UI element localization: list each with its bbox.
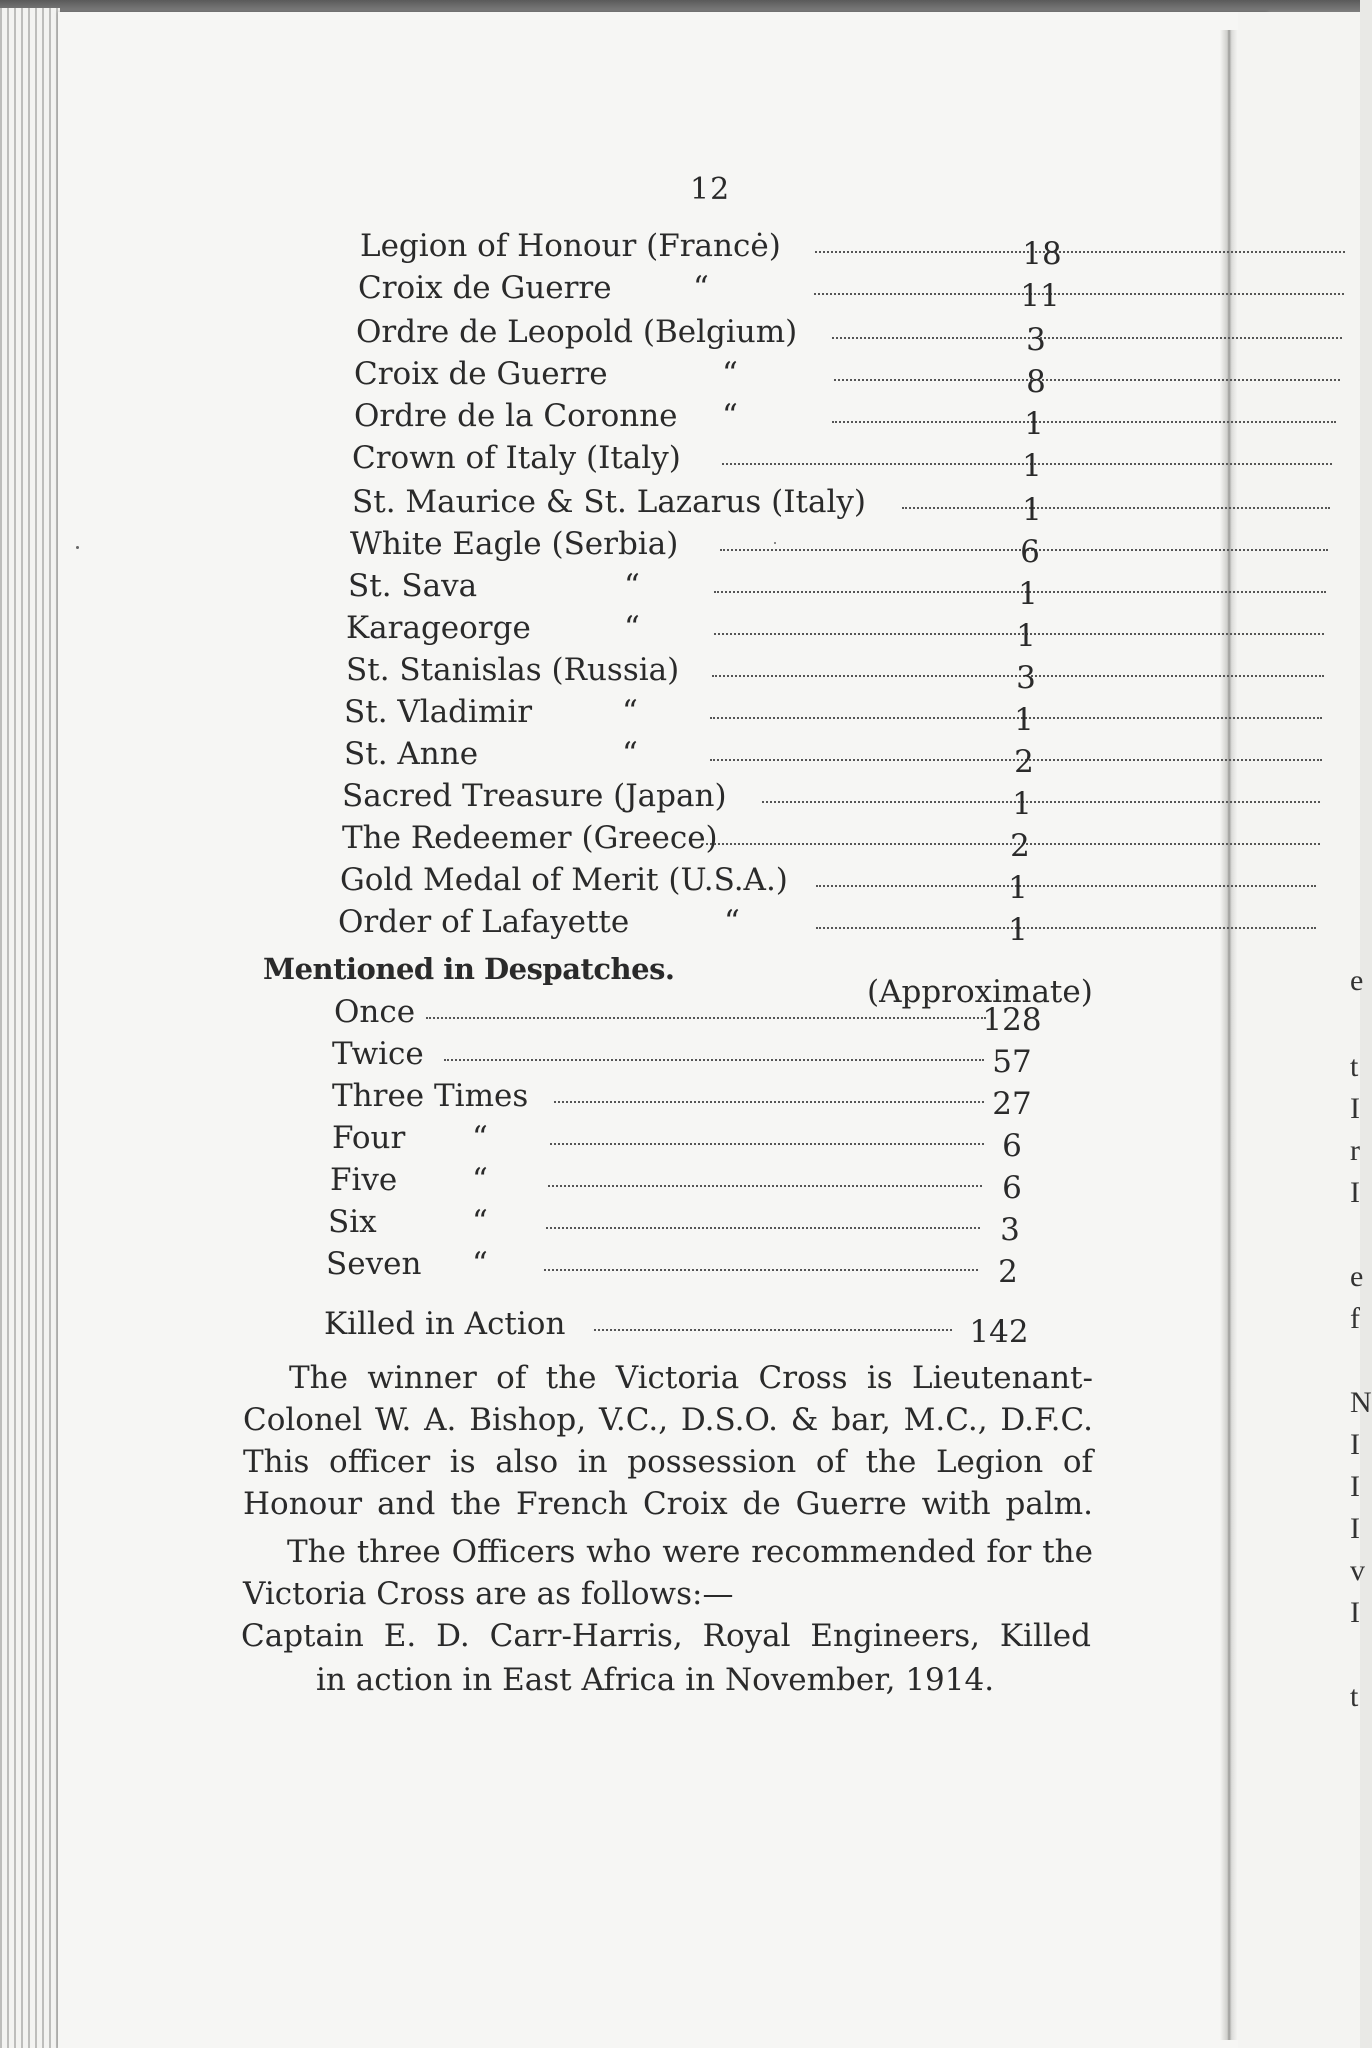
ditto-mark: “ xyxy=(472,1120,488,1156)
facing-page-glyph: t xyxy=(1350,1680,1359,1713)
decoration-label: Karageorge xyxy=(346,610,531,646)
decoration-label: St. Sava xyxy=(348,568,478,604)
section-heading: Mentioned in Despatches. xyxy=(263,952,675,986)
decoration-count: 2 xyxy=(1014,744,1034,780)
paragraph-line: The three Officers who were recommended for the xyxy=(287,1534,1093,1570)
dot-leader xyxy=(546,1227,980,1229)
list-item xyxy=(342,776,1042,822)
decoration-label: Crown of Italy (Italy) xyxy=(352,440,681,476)
decoration-count: 1 xyxy=(1014,702,1034,738)
despatch-count: 3 xyxy=(1000,1212,1020,1248)
despatch-count: 27 xyxy=(992,1086,1032,1122)
dot-leader xyxy=(594,1329,952,1331)
decoration-label: White Eagle (Serbia) xyxy=(350,526,679,562)
dot-leader xyxy=(544,1269,978,1271)
list-item xyxy=(332,1118,1052,1164)
decoration-count: 1 xyxy=(1008,870,1028,906)
list-item xyxy=(360,226,1062,272)
despatch-count: 6 xyxy=(1002,1128,1022,1164)
decoration-count: 8 xyxy=(1026,364,1046,400)
list-item xyxy=(332,1034,1052,1080)
list-item xyxy=(346,608,1046,654)
paragraph-line: in action in East Africa in November, 1914. xyxy=(316,1662,995,1698)
list-item xyxy=(326,1244,1046,1290)
decoration-label: The Redeemer (Greece) xyxy=(342,820,718,856)
despatch-count: 6 xyxy=(1002,1170,1022,1206)
ditto-mark: “ xyxy=(624,610,640,646)
decoration-count: 1 xyxy=(1024,406,1044,442)
decoration-label: St. Stanislas (Russia) xyxy=(346,652,680,688)
list-item xyxy=(348,566,1048,612)
facing-page-glyph: N xyxy=(1350,1386,1372,1419)
killed-label: Killed in Action xyxy=(324,1306,566,1342)
facing-page-glyph: I xyxy=(1350,1092,1360,1125)
list-item xyxy=(346,650,1046,696)
facing-page-glyph: I xyxy=(1350,1176,1360,1209)
decoration-label: St. Maurice & St. Lazarus (Italy) xyxy=(352,484,866,520)
despatch-count: 2 xyxy=(998,1254,1018,1290)
decoration-label: Ordre de la Coronne xyxy=(354,398,678,434)
list-item xyxy=(352,482,1052,528)
ditto-mark: “ xyxy=(693,270,709,306)
list-item xyxy=(352,438,1052,484)
dot-leader xyxy=(832,337,1342,339)
list-item xyxy=(332,1076,1052,1122)
page-stack-edge xyxy=(0,8,60,2048)
dot-leader xyxy=(444,1059,984,1061)
decoration-count: 1 xyxy=(1008,912,1028,948)
despatch-label: Twice xyxy=(332,1036,424,1072)
paragraph-line: Honour and the French Croix de Guerre with palm. xyxy=(243,1486,1093,1522)
list-item xyxy=(358,268,1060,314)
facing-page-edge xyxy=(1238,12,1360,2048)
ditto-mark: “ xyxy=(722,398,738,434)
decoration-label: Gold Medal of Merit (U.S.A.) xyxy=(340,862,788,898)
killed-count: 142 xyxy=(969,1314,1029,1350)
despatch-label: Three Times xyxy=(332,1078,529,1114)
ditto-mark: “ xyxy=(624,568,640,604)
list-item xyxy=(334,992,1054,1038)
list-item xyxy=(354,354,1054,400)
paragraph-line: This officer is also in possession of the Legion of xyxy=(243,1444,1093,1480)
decoration-count: 18 xyxy=(1022,236,1062,272)
page-number: 12 xyxy=(690,172,731,207)
list-item xyxy=(350,524,1050,570)
dot-leader xyxy=(550,1143,984,1145)
decoration-count: 1 xyxy=(1016,618,1036,654)
decoration-count: 1 xyxy=(1022,492,1042,528)
facing-page-glyph: r xyxy=(1350,1134,1360,1167)
decoration-label: Ordre de Leopold (Belgium) xyxy=(356,314,798,350)
list-item xyxy=(328,1202,1048,1248)
ditto-mark: “ xyxy=(472,1246,488,1282)
despatch-label: Seven xyxy=(326,1246,422,1282)
dot-leader xyxy=(548,1185,982,1187)
facing-page-glyph: v xyxy=(1350,1554,1365,1587)
decoration-label: Order of Lafayette xyxy=(338,904,630,940)
facing-page-glyph: I xyxy=(1350,1428,1360,1461)
killed-in-action-row xyxy=(324,1304,1044,1350)
decoration-count: 11 xyxy=(1020,278,1060,314)
paragraph-line: Colonel W. A. Bishop, V.C., D.S.O. & bar, M.C., D.F.C. xyxy=(243,1402,1093,1438)
dot-leader xyxy=(902,507,1330,509)
dust-speck xyxy=(76,546,79,549)
decoration-label: Croix de Guerre xyxy=(354,356,608,392)
paragraph-line: Captain E. D. Carr-Harris, Royal Engineers, Killed xyxy=(241,1618,1091,1654)
facing-page-glyph: e xyxy=(1350,1260,1364,1293)
facing-page-glyph: I xyxy=(1350,1470,1360,1503)
facing-page-glyph: t xyxy=(1350,1050,1359,1083)
decoration-count: 1 xyxy=(1022,448,1042,484)
dot-leader xyxy=(815,251,1345,253)
list-item xyxy=(356,312,1056,358)
decoration-count: 3 xyxy=(1026,322,1046,358)
dot-leader xyxy=(832,421,1336,423)
facing-page-glyph: I xyxy=(1350,1512,1360,1545)
decoration-label: Legion of Honour (Francė) xyxy=(360,228,781,264)
book-gutter xyxy=(1220,30,1238,2040)
dot-leader xyxy=(554,1101,984,1103)
decoration-label: St. Anne xyxy=(344,736,479,772)
list-item xyxy=(340,860,1040,906)
list-item xyxy=(344,692,1044,738)
list-item xyxy=(330,1160,1050,1206)
despatch-label: Four xyxy=(332,1120,406,1156)
despatch-label: Five xyxy=(330,1162,398,1198)
dot-leader xyxy=(426,1017,986,1019)
ditto-mark: “ xyxy=(722,356,738,392)
decoration-count: 2 xyxy=(1010,828,1030,864)
ditto-mark: “ xyxy=(472,1204,488,1240)
decoration-count: 1 xyxy=(1012,786,1032,822)
dot-leader xyxy=(834,379,1340,381)
dot-leader xyxy=(816,885,1316,887)
list-item xyxy=(344,734,1044,780)
list-item xyxy=(338,902,1038,948)
despatch-label: Six xyxy=(328,1204,377,1240)
despatch-label: Once xyxy=(334,994,416,1030)
decoration-label: Sacred Treasure (Japan) xyxy=(342,778,727,814)
decoration-count: 1 xyxy=(1018,576,1038,612)
paragraph-line: The winner of the Victoria Cross is Lieutenant- xyxy=(289,1360,1093,1396)
ditto-mark: “ xyxy=(724,904,740,940)
facing-page-glyph: I xyxy=(1350,1596,1360,1629)
ditto-mark: “ xyxy=(622,736,638,772)
decoration-label: St. Vladimir xyxy=(344,694,533,730)
facing-page-glyph: f xyxy=(1350,1302,1360,1335)
decoration-label: Croix de Guerre xyxy=(358,270,612,306)
despatch-count: 57 xyxy=(992,1044,1032,1080)
paragraph-line: Victoria Cross are as follows:— xyxy=(243,1576,734,1612)
despatch-count: 128 xyxy=(982,1002,1042,1038)
list-item xyxy=(342,818,1042,864)
ditto-mark: “ xyxy=(472,1162,488,1198)
decoration-count: 6 xyxy=(1020,534,1040,570)
decoration-count: 3 xyxy=(1016,660,1036,696)
facing-page-glyph: e xyxy=(1350,964,1364,997)
dot-leader xyxy=(816,927,1316,929)
list-item xyxy=(354,396,1054,442)
dot-leader xyxy=(814,293,1344,295)
ditto-mark: “ xyxy=(622,694,638,730)
approximate-note: (Approximate) xyxy=(867,974,1093,1010)
